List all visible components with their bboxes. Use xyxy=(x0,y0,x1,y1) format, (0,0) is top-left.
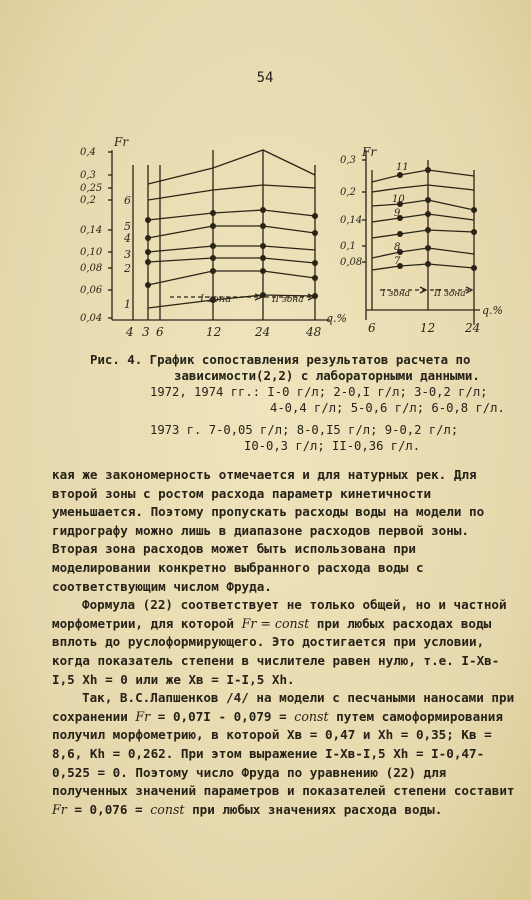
svg-text:9: 9 xyxy=(394,208,401,219)
svg-text:I зона: I зона xyxy=(382,289,411,299)
legend-line-1: 1972, 1974 гг.: I-0 г/л; 2-0,I г/л; 3-0,2 г/л; xyxy=(150,385,488,399)
paragraph-1: кая же закономерность отмечается и для натурных рек. Для второй зоны с ростом расхода параметр кинетичности уменьшается. Поэтому пропускать расходы воды на модели по гидрографу можно лишь в диапазоне расходов первой зоны. Вторая зона расходов может быть использована при моделировании конкретно выбранного расхода воды с соответствующим числом Фруда. xyxy=(52,467,485,594)
svg-text:1: 1 xyxy=(124,298,131,311)
svg-text:12: 12 xyxy=(420,321,436,335)
svg-text:0,04: 0,04 xyxy=(80,313,103,324)
curve-2b xyxy=(148,271,315,285)
svg-text:0,2: 0,2 xyxy=(80,195,96,206)
svg-text:8: 8 xyxy=(394,242,401,253)
paragraph-3: Так, В.С.Лапшенков /4/ на модели с песчаными наносами при сохранении Fr = 0,07I - 0,079 = const путем самоформирования получил морфометрию, в которой Хв = 0,47 и Хh = 0,35; Кв = 8,6, Кh = 0,262. При этом выражение I-Хв-I,5 Хh = I-0,47-0,525 = 0. Поэтому число Фруда по уравнению (22) для полученных значений параметров и показателей степени составит Fr = 0,076 = const при любых значениях расхода воды. xyxy=(52,690,515,817)
svg-text:0,3: 0,3 xyxy=(340,155,356,166)
svg-text:48: 48 xyxy=(306,325,322,339)
svg-text:11: 11 xyxy=(396,162,409,173)
curve-10 xyxy=(372,200,474,210)
svg-text:24: 24 xyxy=(255,325,271,339)
svg-text:0,08: 0,08 xyxy=(340,257,363,268)
svg-text:6: 6 xyxy=(368,321,376,335)
curve-5 xyxy=(148,210,315,220)
caption-line-2: зависимости(2,2) с лабораторными данными. xyxy=(174,368,480,383)
svg-text:4: 4 xyxy=(126,325,134,339)
svg-text:12: 12 xyxy=(206,325,222,339)
page-number: 54 xyxy=(256,70,274,86)
figure-caption xyxy=(90,352,520,384)
legend-line-4: I0-0,3 г/л; II-0,36 г/л. xyxy=(244,439,421,453)
svg-text:3: 3 xyxy=(124,248,131,261)
svg-text:2: 2 xyxy=(124,262,131,275)
svg-text:6: 6 xyxy=(124,194,131,207)
svg-text:0,2: 0,2 xyxy=(340,187,356,198)
svg-text:0,14: 0,14 xyxy=(340,215,363,226)
caption-line-1: Рис. 4. График сопоставления результатов расчета по xyxy=(90,352,471,367)
svg-text:II зона: II зона xyxy=(272,295,304,305)
curve-3 xyxy=(148,246,315,252)
svg-text:II зона: II зона xyxy=(434,289,466,299)
svg-text:10: 10 xyxy=(392,194,405,205)
svg-text:0,08: 0,08 xyxy=(80,263,103,274)
svg-text:7: 7 xyxy=(394,256,401,267)
svg-text:q.%: q.% xyxy=(326,312,347,325)
curve-9 xyxy=(372,214,474,222)
curve-11 xyxy=(372,170,474,182)
figure-legend xyxy=(150,384,530,454)
svg-text:4: 4 xyxy=(124,232,131,245)
curve-2 xyxy=(148,258,315,263)
svg-text:0,14: 0,14 xyxy=(80,225,103,236)
handwritten-fr-const: Fr = const xyxy=(241,615,310,631)
curve-6b xyxy=(148,185,315,200)
curve-7 xyxy=(372,264,474,270)
svg-text:0,06: 0,06 xyxy=(80,285,103,296)
svg-text:I зона: I зона xyxy=(200,294,232,305)
legend-line-2: 4-0,4 г/л; 5-0,6 г/л; 6-0,8 г/л. xyxy=(270,401,505,415)
right-labels xyxy=(340,145,503,335)
svg-text:0,1: 0,1 xyxy=(340,241,356,252)
svg-text:0,10: 0,10 xyxy=(80,247,103,258)
svg-text:5: 5 xyxy=(124,220,131,233)
legend-line-3: 1973 г. 7-0,05 г/л; 8-0,I5 г/л; 9-0,2 г/л; xyxy=(150,423,459,437)
svg-text:q.%: q.% xyxy=(482,304,503,317)
svg-text:6: 6 xyxy=(156,325,164,339)
curve-6 xyxy=(148,150,315,184)
left-y-label: Fr xyxy=(114,135,129,149)
curve-8 xyxy=(372,230,474,238)
figure-4 xyxy=(0,130,531,345)
svg-text:0,3: 0,3 xyxy=(80,170,96,181)
svg-text:0,4: 0,4 xyxy=(80,147,96,158)
curve-4 xyxy=(148,226,315,238)
svg-text:0,25: 0,25 xyxy=(80,183,103,194)
svg-text:24: 24 xyxy=(465,321,481,335)
svg-text:3: 3 xyxy=(142,325,150,339)
body-text xyxy=(52,466,522,819)
svg-text:Fr: Fr xyxy=(362,145,377,159)
paragraph-2: Формула (22) соответствует не только общей, но и частной морфометрии, для которой Fr = const при любых расходах воды вплоть до руслоформирующего. Это достигается при условии, когда показатель степени в числителе равен нулю, т.е. I-Хв-I,5 Хh = 0 или же Хв = I-I,5 Хh. xyxy=(52,597,507,687)
